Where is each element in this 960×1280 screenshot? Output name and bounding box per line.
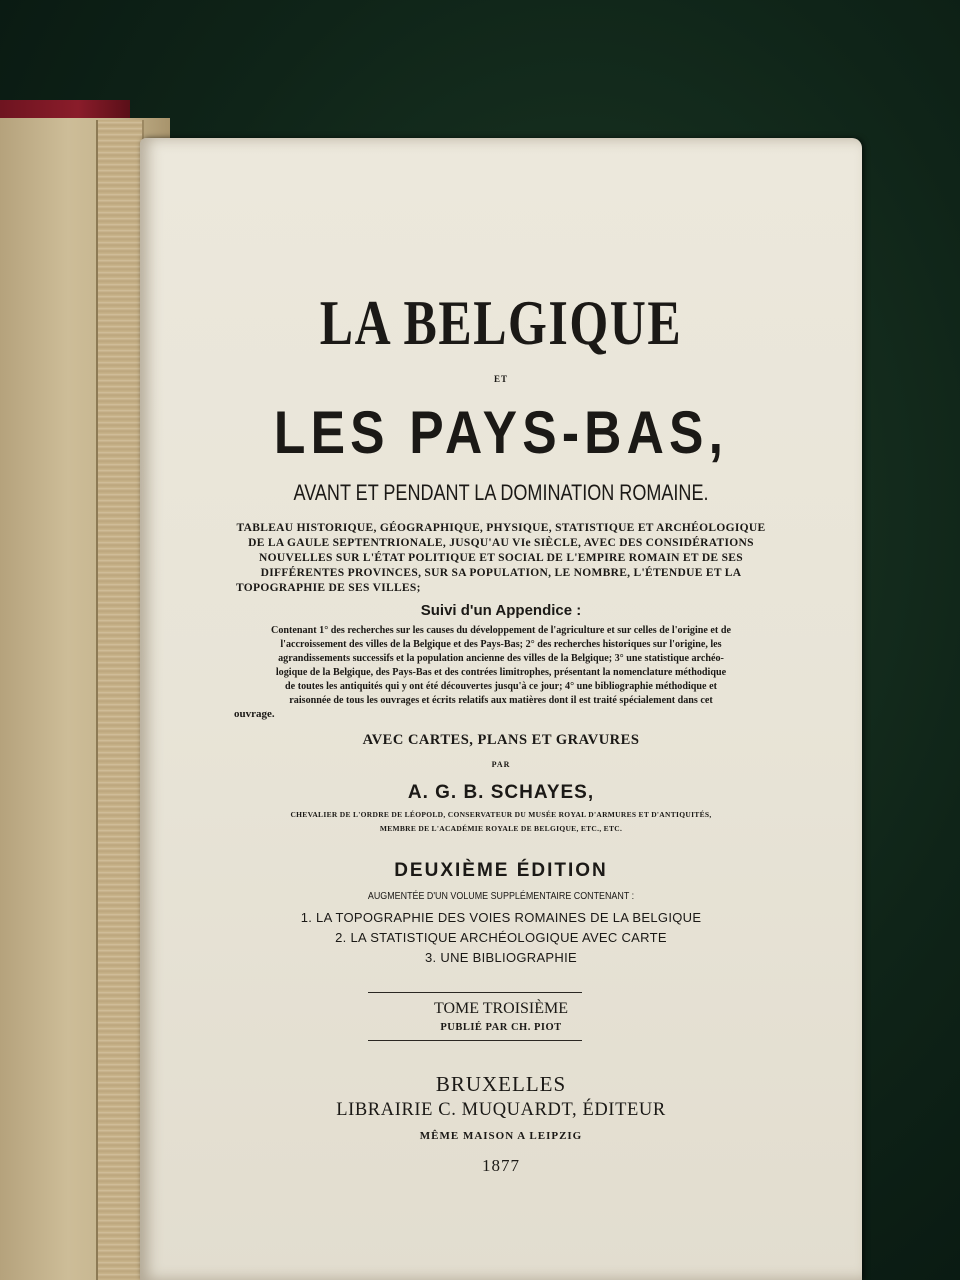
augmentee-label: AUGMENTÉE D'UN VOLUME SUPPLÉMENTAIRE CONTENANT :: [367, 890, 635, 902]
appendix-line: raisonnée de tous les ouvrages et écrits relatifs aux matières dont il est traité spécialement dans cet: [289, 694, 713, 706]
par-label: PAR: [491, 760, 511, 769]
appendix-line: Contenant 1° des recherches sur les causes du développement de l'agriculture et sur celles de l'origine et de: [271, 624, 731, 636]
author-title-line: MEMBRE DE L'ACADÉMIE ROYALE DE BELGIQUE, ETC., ETC.: [379, 824, 623, 833]
appendix-heading: Suivi d'un Appendice :: [420, 602, 582, 619]
subtitle: AVANT ET PENDANT LA DOMINATION ROMAINE.: [293, 480, 709, 505]
publie-label: PUBLIÉ PAR CH. PIOT: [440, 1022, 562, 1033]
publisher-label: LIBRAIRIE C. MUQUARDT, ÉDITEUR: [336, 1100, 666, 1120]
description-line: DIFFÉRENTES PROVINCES, SUR SA POPULATION, LE NOMBRE, L'ÉTENDUE ET LA: [260, 567, 742, 579]
author-title-line: CHEVALIER DE L'ORDRE DE LÉOPOLD, CONSERVATEUR DU MUSÉE ROYAL D'ARMURES ET D'ANTIQUITÉS,: [290, 810, 712, 819]
supplement-item: 2. LA STATISTIQUE ARCHÉOLOGIQUE AVEC CARTE: [335, 930, 667, 945]
top-rule: [368, 992, 582, 993]
description-line: TOPOGRAPHIE DE SES VILLES;: [236, 582, 421, 594]
appendix-line: ouvrage.: [234, 708, 275, 720]
appendix-line: l'accroissement des villes de la Belgique et des Pays-Bas; 2° des recherches historiques sur l'origine, les: [280, 638, 722, 650]
avec-cartes: AVEC CARTES, PLANS ET GRAVURES: [362, 732, 640, 748]
description-line: DE LA GAULE SEPTENTRIONALE, JUSQU'AU VIe SIÈCLE, AVEC DES CONSIDÉRATIONS: [248, 537, 754, 549]
edition-label: DEUXIÈME ÉDITION: [394, 860, 608, 881]
appendix-line: logique de la Belgique, des Pays-Bas et des contrées limitrophes, présentant la nomenclature méthodique: [275, 666, 727, 678]
book-spine: [96, 120, 144, 1280]
tome-label: TOME TROISIÈME: [433, 1000, 569, 1017]
appendix-line: de toutes les antiquités qui y ont été découvertes jusqu'à ce jour; 4° une bibliographie méthodique et: [285, 680, 717, 692]
title-conjunction: ET: [493, 374, 508, 384]
appendix-line: agrandissements successifs et la population ancienne des villes de la Belgique; 3° une statistique archéo-: [278, 652, 724, 664]
bottom-rule: [368, 1040, 582, 1041]
title-page-text: [140, 138, 862, 1280]
author-name: A. G. B. SCHAYES,: [407, 782, 595, 803]
publication-year: 1877: [482, 1156, 520, 1175]
supplement-item: 3. UNE BIBLIOGRAPHIE: [425, 950, 577, 965]
main-title: LA BELGIQUE: [319, 287, 683, 358]
second-title: LES PAYS-BAS,: [273, 399, 729, 466]
description-line: TABLEAU HISTORIQUE, GÉOGRAPHIQUE, PHYSIQUE, STATISTIQUE ET ARCHÉOLOGIQUE: [236, 522, 766, 534]
description-line: NOUVELLES SUR L'ÉTAT POLITIQUE ET SOCIAL DE L'EMPIRE ROMAIN ET DE SES: [259, 552, 743, 564]
meme-maison-label: MÊME MAISON A LEIPZIG: [419, 1130, 583, 1142]
supplement-item: 1. LA TOPOGRAPHIE DES VOIES ROMAINES DE LA BELGIQUE: [300, 910, 702, 925]
city-label: BRUXELLES: [435, 1072, 567, 1096]
